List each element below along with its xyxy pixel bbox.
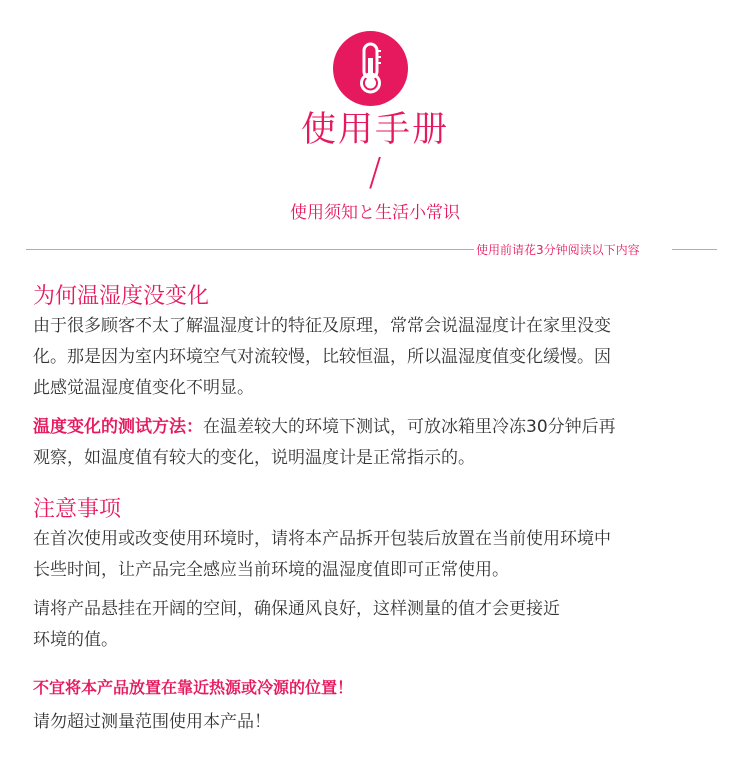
notes-p1-line-1: 在首次使用或改变使用环境时，请将本产品拆开包装后放置在当前使用环境中: [33, 529, 611, 549]
why-line-1: 由于很多顾客不太了解温湿度计的特征及原理，常常会说温湿度计在家里没变: [33, 316, 611, 336]
range-warning: 请勿超过测量范围使用本产品！: [33, 712, 271, 732]
why-line-2: 化。那是因为室内环境空气对流较慢，比较恒温，所以温湿度值变化缓慢。因: [33, 347, 611, 367]
notes-p2-line-1: 请将产品悬挂在开阔的空间，确保通风良好，这样测量的值才会更接近: [33, 599, 560, 619]
heat-source-warning: 不宜将本产品放置在靠近热源或冷源的位置！: [33, 678, 354, 697]
notes-paragraph-1: [33, 524, 693, 586]
test-method-label: 温度变化的测试方法：: [33, 417, 203, 437]
test-method-text-1: 在温差较大的环境下测试，可放冰箱里冷冻30分钟后再: [203, 417, 616, 437]
page-subtitle: 使用须知と生活小常识: [290, 203, 460, 223]
title-slash: /: [368, 150, 382, 194]
notes-p2-line-2: 环境的值。: [33, 630, 118, 650]
section-heading-notes: 注意事项: [33, 497, 122, 522]
page-title: 使用手册: [300, 110, 449, 150]
test-line-1: [33, 412, 693, 443]
why-line-3: 此感觉温湿度值变化不明显。: [33, 378, 254, 398]
test-method-text-2: 观察，如温度值有较大的变化，说明温度计是正常指示的。: [33, 448, 475, 468]
why-paragraph: [33, 311, 693, 404]
notes-p1-line-2: 长些时间，让产品完全感应当前环境的温湿度值即可正常使用。: [33, 560, 509, 580]
divider-text: 使用前请花3分钟阅读以下内容: [476, 243, 640, 257]
reading-divider: [0, 240, 750, 260]
notes-paragraph-2: [33, 594, 693, 656]
thermometer-icon: [333, 31, 408, 106]
test-method-paragraph: [33, 412, 693, 474]
divider-line-right: [672, 249, 717, 250]
divider-line-left: [26, 249, 474, 250]
thermometer-badge: [333, 31, 408, 106]
section-heading-why: 为何温湿度没变化: [33, 284, 210, 309]
